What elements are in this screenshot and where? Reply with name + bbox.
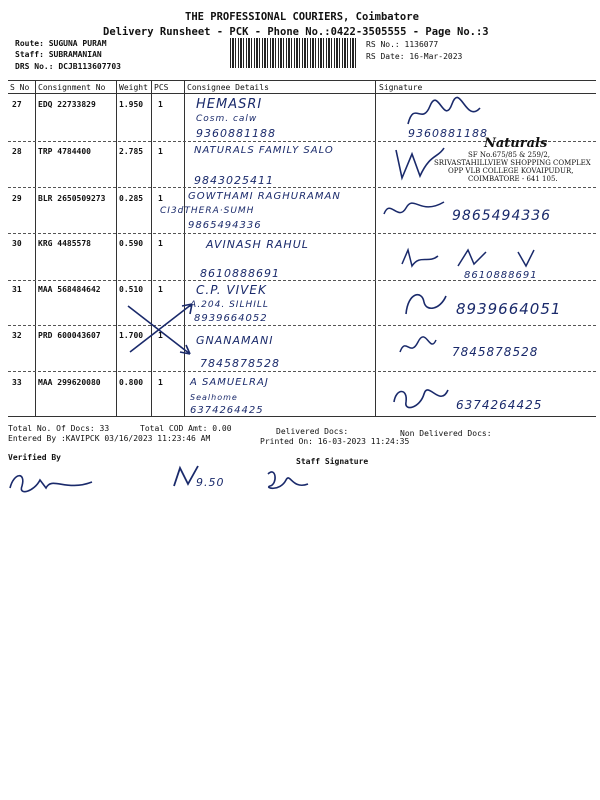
row-pcs: 1 <box>158 100 163 109</box>
consignee-name: NATURALS FAMILY SALO <box>194 145 334 156</box>
staff-label: Staff: SUBRAMANIAN <box>15 50 102 59</box>
signature-scribble <box>380 194 450 226</box>
rs-date: RS Date: 16-Mar-2023 <box>366 52 463 61</box>
consignee-address: A.204. SILHILL <box>190 300 269 310</box>
signature-phone: 6374264425 <box>456 398 543 412</box>
drs-label: DRS No.: DCJB113607703 <box>15 62 121 71</box>
staff-signature-label: Staff Signature <box>296 457 369 466</box>
col-weight: Weight <box>119 83 148 92</box>
stamp-line1: SF No.675/85 & 259/2, <box>468 151 551 159</box>
consignee-phone: 6374264425 <box>190 405 264 416</box>
stamp-brand: Naturals <box>484 136 548 151</box>
stamp-line2: SRIVASTAHILLVIEW SHOPPING COMPLEX <box>434 159 591 167</box>
stamp-line4: COIMBATORE - 641 105. <box>468 175 558 183</box>
consignee-name: AVINASH RAHUL <box>206 238 309 251</box>
consignee-phone: 8939664052 <box>194 313 268 324</box>
row-weight: 0.285 <box>119 194 144 203</box>
consignee-name: GNANAMANI <box>196 334 274 347</box>
consignee-name: A SAMUELRAJ <box>190 377 269 388</box>
signature-phone: 8939664051 <box>456 300 562 318</box>
row-weight: 1.950 <box>119 100 144 109</box>
signature-phone: 8610888691 <box>464 270 538 281</box>
verify-note: 9.50 <box>196 476 225 489</box>
rs-number: RS No.: 1136077 <box>366 40 439 49</box>
consignee-address: Cosm. calw <box>196 114 258 124</box>
runsheet-title: Delivery Runsheet - PCK - Phone No.:0422-3505555 - Page No.:3 <box>103 26 489 38</box>
stamp-line3: OPP VLB COLLEGE KOVAIPUDUR, <box>448 167 574 175</box>
consignee-name: GOWTHAMI RAGHURAMAN <box>188 191 341 202</box>
route-label: Route: SUGUNA PURAM <box>15 39 107 48</box>
entered-by: Entered By :KAVIPCK 03/16/2023 11:23:46 AM <box>8 434 211 443</box>
barcode <box>230 38 358 68</box>
col-sno: S No <box>10 83 30 92</box>
consignee-address: CI3dTHERA·SUMH <box>160 206 255 216</box>
signature-scribble <box>390 384 452 414</box>
row-consignment: MAA 299620080 <box>38 378 101 387</box>
row-sno: 28 <box>12 147 22 156</box>
col-signature: Signature <box>379 83 423 92</box>
consignee-phone: 9360881188 <box>196 127 276 140</box>
row-sno: 30 <box>12 239 22 248</box>
non-delivered-docs: Non Delivered Docs: <box>400 429 492 438</box>
signature-scribble <box>400 286 452 320</box>
col-consignment: Consignment No <box>38 83 106 92</box>
row-pcs: 1 <box>158 285 163 294</box>
signature-scribble <box>398 246 578 272</box>
row-consignment: TRP 4784400 <box>38 147 91 156</box>
row-consignment: EDQ 22733829 <box>38 100 96 109</box>
row-consignment: PRD 600043607 <box>38 331 101 340</box>
signature-phone: 7845878528 <box>452 345 539 359</box>
signature-scribble <box>400 96 490 132</box>
row-weight: 0.800 <box>119 378 144 387</box>
row-sno: 27 <box>12 100 22 109</box>
consignee-phone: 7845878528 <box>200 357 280 370</box>
naturals-stamp <box>434 136 598 183</box>
row-weight: 0.590 <box>119 239 144 248</box>
row-pcs: 1 <box>158 378 163 387</box>
total-docs: Total No. Of Docs: 33 <box>8 424 110 433</box>
total-cod: Total COD Amt: 0.00 <box>140 424 232 433</box>
col-consignee: Consignee Details <box>187 83 269 92</box>
cross-arrows <box>120 292 200 362</box>
row-weight: 0.510 <box>119 285 144 294</box>
row-sno: 33 <box>12 378 22 387</box>
consignee-phone: 9843025411 <box>194 174 274 187</box>
consignee-name: C.P. VIVEK <box>196 283 267 297</box>
row-pcs: 1 <box>158 331 163 340</box>
row-weight: 2.785 <box>119 147 144 156</box>
consignee-phone: 9865494336 <box>188 220 262 231</box>
row-consignment: BLR 2650509273 <box>38 194 106 203</box>
printed-on: Printed On: 16-03-2023 11:24:35 <box>260 437 410 446</box>
verified-by-label: Verified By <box>8 453 61 462</box>
row-sno: 32 <box>12 331 22 340</box>
signature-phone: 9360881188 <box>408 127 488 140</box>
company-title: THE PROFESSIONAL COURIERS, Coimbatore <box>185 11 419 23</box>
row-pcs: 1 <box>158 239 163 248</box>
row-weight: 1.700 <box>119 331 144 340</box>
staff-signature <box>262 466 312 494</box>
row-sno: 29 <box>12 194 22 203</box>
delivered-docs: Delivered Docs: <box>276 427 349 436</box>
row-sno: 31 <box>12 285 22 294</box>
col-pcs: PCS <box>154 83 169 92</box>
row-consignment: KRG 4485578 <box>38 239 91 248</box>
consignee-address: Sealhome <box>190 393 238 402</box>
signature-scribble <box>396 332 440 360</box>
signature-phone: 9865494336 <box>452 208 552 224</box>
verifier-signature <box>6 468 96 498</box>
row-pcs: 1 <box>158 194 163 203</box>
consignee-phone: 8610888691 <box>200 267 280 280</box>
consignee-name: HEMASRI <box>196 97 263 112</box>
row-pcs: 1 <box>158 147 163 156</box>
row-consignment: MAA 568484642 <box>38 285 101 294</box>
